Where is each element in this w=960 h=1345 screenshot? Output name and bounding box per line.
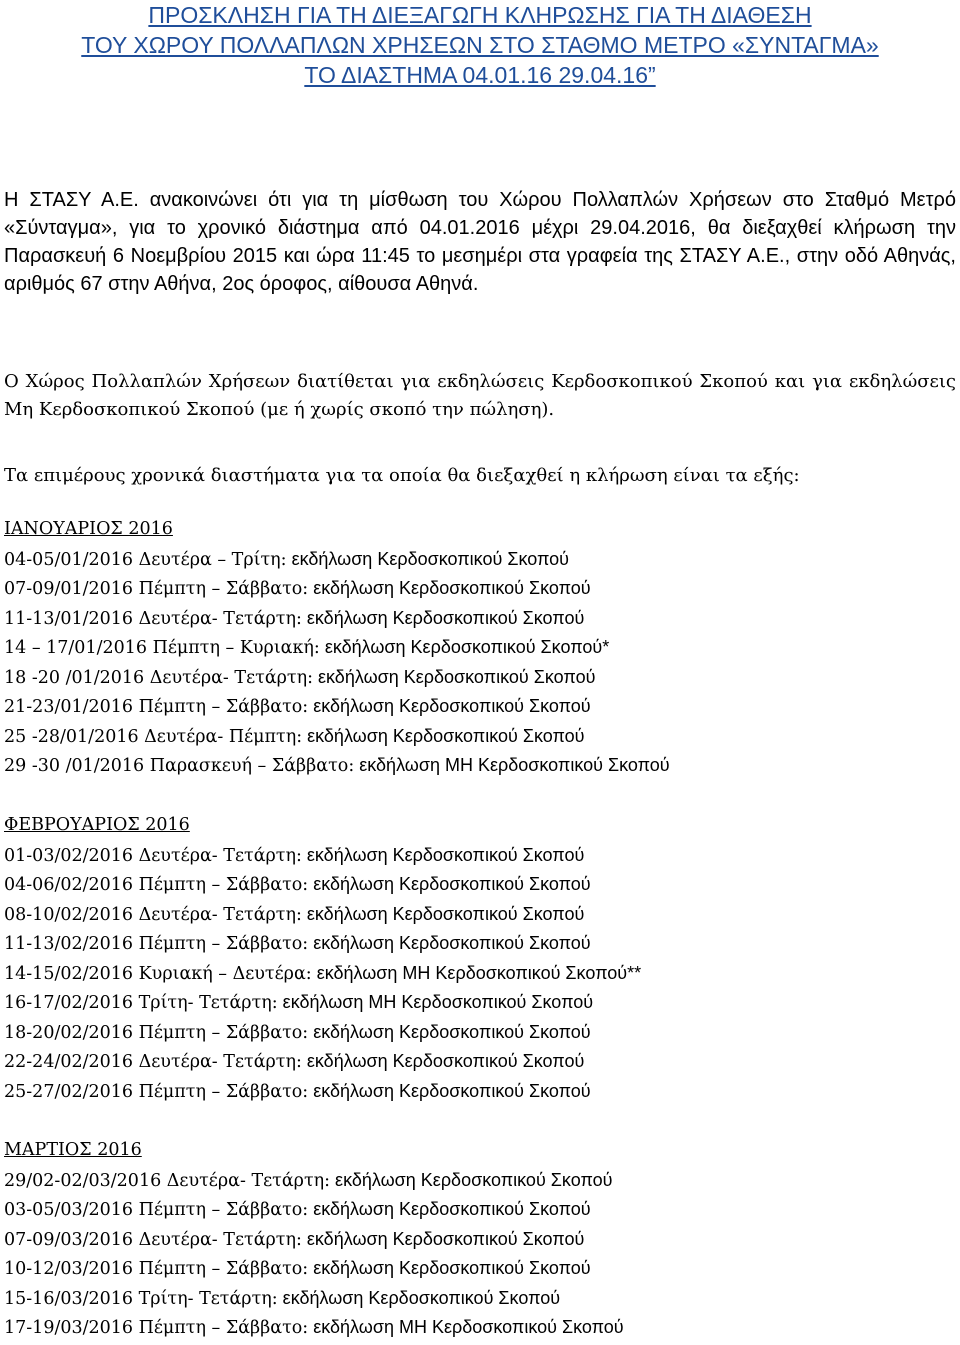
- period-row: [4, 900, 956, 930]
- title-line: ΤΟ ΔΙΑΣΤΗΜΑ 04.01.16 29.04.16”: [304, 62, 656, 88]
- period-dates: 11-13/01/2016 Δευτέρα- Τετάρτη:: [4, 608, 302, 629]
- period-row: [4, 663, 956, 693]
- period-row: [4, 604, 956, 634]
- period-row: [4, 959, 956, 989]
- period-type: εκδήλωση Κερδοσκοπικού Σκοπού: [330, 1169, 613, 1190]
- period-row: [4, 1284, 956, 1314]
- section-february: [4, 811, 956, 1106]
- period-type: εκδήλωση Κερδοσκοπικού Σκοπού*: [319, 637, 610, 657]
- period-dates: 25 -28/01/2016 Δευτέρα- Πέμπτη:: [4, 726, 303, 747]
- period-type: εκδήλωση Κερδοσκοπικού Σκοπού: [308, 578, 591, 598]
- period-dates: 21-23/01/2016 Πέμπτη – Σάββατο:: [4, 697, 309, 717]
- period-dates: 04-05/01/2016 Δευτέρα – Τρίτη:: [4, 549, 287, 570]
- period-row: [4, 1254, 956, 1284]
- period-type: εκδήλωση Κερδοσκοπικού Σκοπού: [301, 607, 585, 628]
- period-type: εκδήλωση ΜΗ Κερδοσκοπικού Σκοπού: [308, 1317, 624, 1337]
- period-dates: 07-09/01/2016 Πέμπτη – Σάββατο:: [4, 579, 309, 599]
- period-dates: 08-10/02/2016 Δευτέρα- Τετάρτη:: [4, 904, 302, 925]
- section-heading: ΦΕΒΡΟΥΑΡΙΟΣ 2016: [4, 815, 190, 835]
- section-january: [4, 515, 956, 781]
- usage-paragraph: Ο Χώρος Πολλαπλών Χρήσεων διατίθεται για εκδηλώσεις Κερδοσκοπικού Σκοπού και για εκδηλώσεις Μη Κερδοσκοπικού Σκοπού (με ή χωρίς σκοπό την πώληση).: [4, 371, 956, 420]
- section-march: [4, 1136, 956, 1343]
- period-dates: 14-15/02/2016 Κυριακή – Δευτέρα:: [4, 963, 312, 984]
- period-type: εκδήλωση Κερδοσκοπικού Σκοπού: [301, 844, 585, 865]
- period-row: [4, 1047, 956, 1077]
- period-row: [4, 929, 956, 959]
- period-dates: 18 -20 /01/2016 Δευτέρα- Τετάρτη:: [4, 667, 313, 688]
- period-type: εκδήλωση Κερδοσκοπικού Σκοπού: [301, 903, 585, 924]
- period-row: [4, 1077, 956, 1107]
- period-type: εκδήλωση Κερδοσκοπικού Σκοπού: [301, 1228, 585, 1249]
- period-row: [4, 751, 956, 781]
- period-type: εκδήλωση Κερδοσκοπικού Σκοπού: [308, 1258, 591, 1278]
- period-dates: 25-27/02/2016 Πέμπτη – Σάββατο:: [4, 1081, 309, 1102]
- period-type: εκδήλωση Κερδοσκοπικού Σκοπού: [308, 933, 591, 953]
- period-row: [4, 1195, 956, 1225]
- period-row: [4, 574, 956, 604]
- period-dates: 29 -30 /01/2016 Παρασκευή – Σάββατο:: [4, 756, 355, 776]
- period-row: [4, 988, 956, 1018]
- title-line: ΠΡΟΣΚΛΗΣΗ ΓΙΑ ΤΗ ΔΙΕΞΑΓΩΓΗ ΚΛΗΡΩΣΗΣ ΓΙΑ ΤΗ ΔΙΑΘΕΣΗ: [148, 2, 812, 28]
- period-dates: 07-09/03/2016 Δευτέρα- Τετάρτη:: [4, 1229, 302, 1250]
- title-line: ΤΟΥ ΧΩΡΟΥ ΠΟΛΛΑΠΛΩΝ ΧΡΗΣΕΩΝ ΣΤΟ ΣΤΑΘΜΟ ΜΕΤΡΟ «ΣΥΝΤΑΓΜΑ»: [81, 32, 879, 58]
- period-type: εκδήλωση Κερδοσκοπικού Σκοπού: [313, 666, 596, 687]
- period-type: εκδήλωση Κερδοσκοπικού Σκοπού: [277, 1287, 561, 1308]
- period-dates: 14 – 17/01/2016 Πέμπτη – Κυριακή:: [4, 638, 320, 658]
- period-dates: 03-05/03/2016 Πέμπτη – Σάββατο:: [4, 1200, 309, 1220]
- period-dates: 22-24/02/2016 Δευτέρα- Τετάρτη:: [4, 1052, 302, 1072]
- period-type: εκδήλωση ΜΗ Κερδοσκοπικού Σκοπού: [354, 755, 670, 775]
- period-row: [4, 1018, 956, 1048]
- period-type: εκδήλωση Κερδοσκοπικού Σκοπού: [308, 874, 591, 894]
- period-dates: 17-19/03/2016 Πέμπτη – Σάββατο:: [4, 1318, 309, 1338]
- period-type: εκδήλωση Κερδοσκοπικού Σκοπού: [308, 1199, 591, 1219]
- period-dates: 18-20/02/2016 Πέμπτη – Σάββατο:: [4, 1022, 309, 1043]
- period-row: [4, 545, 956, 575]
- period-dates: 01-03/02/2016 Δευτέρα- Τετάρτη:: [4, 845, 302, 866]
- intro-paragraph: Η ΣΤΑΣΥ Α.Ε. ανακοινώνει ότι για τη μίσθωση του Χώρου Πολλαπλών Χρήσεων στο Σταθμό Μετρό «Σύνταγμα», για το χρονικό διάστημα από 04.01.2016 μέχρι 29.04.2016, θα διεξαχθεί κλήρωση την Παρασκευή 6 Νοεμβρίου 2015 και ώρα 11:45 το μεσημέρι στα γραφεία της ΣΤΑΣΥ Α.Ε., στην οδό Αθηνάς, αριθμός 67 στην Αθήνα, 2ος όροφος, αίθουσα Αθηνά.: [4, 189, 956, 295]
- period-type: εκδήλωση Κερδοσκοπικού Σκοπού: [308, 1021, 591, 1042]
- period-type: εκδήλωση Κερδοσκοπικού Σκοπού: [302, 725, 585, 746]
- period-row: [4, 722, 956, 752]
- section-heading: ΜΑΡΤΙΟΣ 2016: [4, 1140, 142, 1160]
- periods-intro: Τα επιμέρους χρονικά διαστήματα για τα οποία θα διεξαχθεί η κλήρωση είναι τα εξής:: [4, 465, 800, 486]
- section-heading: ΙΑΝΟΥΑΡΙΟΣ 2016: [4, 519, 173, 539]
- period-type: εκδήλωση Κερδοσκοπικού Σκοπού: [308, 696, 591, 716]
- period-type: εκδήλωση ΜΗ Κερδοσκοπικού Σκοπού**: [311, 962, 642, 983]
- period-dates: 29/02-02/03/2016 Δευτέρα- Τετάρτη:: [4, 1170, 331, 1191]
- period-type: εκδήλωση ΜΗ Κερδοσκοπικού Σκοπού: [277, 992, 594, 1012]
- document-title: [0, 0, 960, 90]
- period-row: [4, 1225, 956, 1255]
- period-dates: 10-12/03/2016 Πέμπτη – Σάββατο:: [4, 1259, 309, 1279]
- period-row: [4, 692, 956, 722]
- period-dates: 16-17/02/2016 Τρίτη- Τετάρτη:: [4, 993, 278, 1013]
- period-row: [4, 841, 956, 871]
- period-row: [4, 1166, 956, 1196]
- period-row: [4, 1313, 956, 1343]
- period-type: εκδήλωση Κερδοσκοπικού Σκοπού: [301, 1051, 585, 1071]
- period-type: εκδήλωση Κερδοσκοπικού Σκοπού: [308, 1080, 591, 1101]
- period-dates: 15-16/03/2016 Τρίτη- Τετάρτη:: [4, 1288, 278, 1309]
- period-row: [4, 633, 956, 663]
- period-dates: 04-06/02/2016 Πέμπτη – Σάββατο:: [4, 875, 309, 895]
- period-dates: 11-13/02/2016 Πέμπτη – Σάββατο:: [4, 934, 309, 954]
- period-row: [4, 870, 956, 900]
- period-type: εκδήλωση Κερδοσκοπικού Σκοπού: [286, 548, 569, 569]
